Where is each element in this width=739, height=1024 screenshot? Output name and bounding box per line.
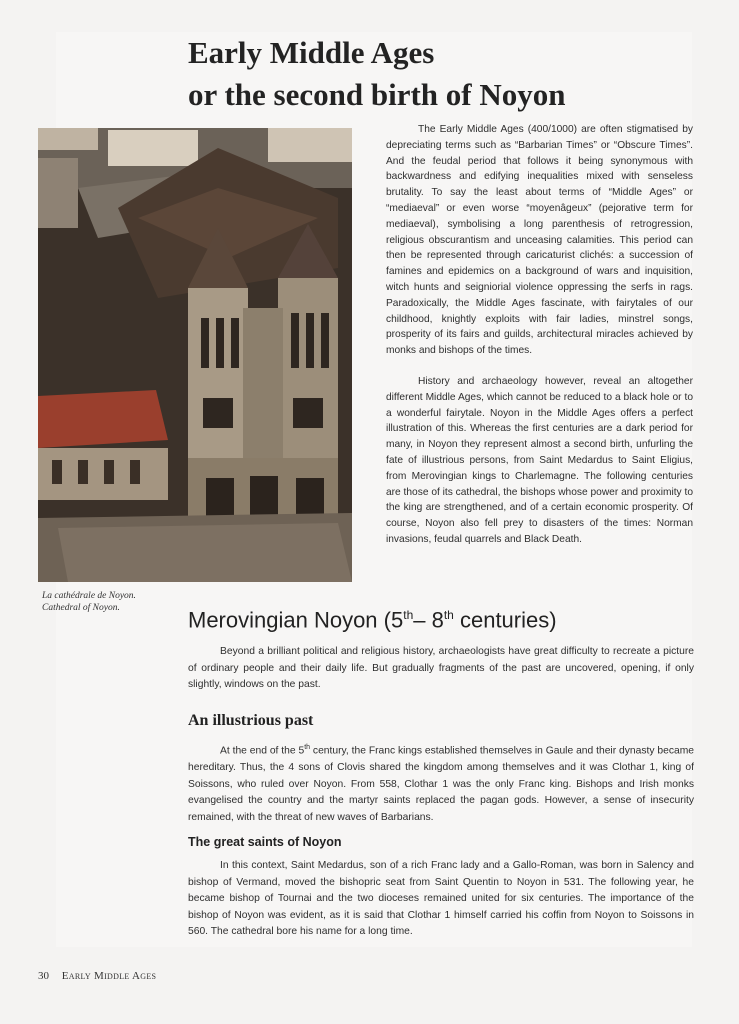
heading-superscript: th	[403, 608, 414, 622]
saints-text	[188, 858, 694, 941]
paragraph-superscript: th	[304, 744, 311, 751]
caption-french: La cathédrale de Noyon.	[42, 591, 136, 601]
title-line-2: or the second birth of Noyon	[188, 77, 566, 112]
heading-text: – 8	[413, 607, 444, 633]
body-paragraph	[188, 740, 694, 826]
merovingian-text	[188, 644, 694, 694]
heading-text: centuries)	[453, 607, 557, 633]
section-heading-merovingian	[188, 600, 688, 635]
cathedral-photo	[38, 128, 352, 582]
intro-paragraph: The Early Middle Ages (400/1000) are often stigmatised by depreciating terms such as “Barbarian Times” or “Obscure Times”. And the feudal period that follows it being synonymous with backwardness and edifying inequalities mixed with senseless brutality. To say the least about terms of “Middle Ages” or “mediaeval” or even worse “moyenâgeux” (pejorative term for mediaeval), symbolising a long parenthesis of retrogression, religious obscurantism and unceasing calamities. This period can then be represented through caricaturist clichés: a succession of famines and epidemics on a background of wars and inquisition, witch hunts and seigniorial violence oppressing the serfs in rags. Paradoxically, the Middle Ages fascinate, with fairytales of our childhood, knightly exploits with fair ladies, minstrel songs, prosperity of its fairs and guilds, architectural miracles achieved by monks and bishops of the times.	[386, 124, 693, 357]
running-section-title: Early Middle Ages	[61, 970, 157, 982]
caption-english: Cathedral of Noyon.	[42, 603, 120, 613]
body-paragraph: In this context, Saint Medardus, son of a rich Franc lady and a Gallo-Roman, was born in Salency and bishop of Vermand, moved the bishopric seat from Saint Quentin to Noyon in 531. The following year, he became bishop of Tournai and the two dioceses remained united for six centuries. The importance of the bishop of Noyon was evident, as it is said that Clothar 1 himself carried his coffin from Noyon to Soissons in 560. The cathedral bore his name for a long time.	[188, 860, 694, 938]
paragraph-text: century, the Franc kings established themselves in Gaule and their dynasty became hereditary. Thus, the 4 sons of Clovis shared the kingdom among themselves and it was Clothar 1, king of Soissons, who ruled over Noyon. From 558, Clothar 1 was the only Franc king. Bishops and Irish monks evangelised the country and the martyr saints replaced the pagan gods. However, a sense of insecurity remained, with the threat of new waves of Barbarians.	[188, 745, 695, 823]
page-footer	[38, 970, 156, 982]
page-title	[188, 32, 708, 116]
heading-text: Merovingian Noyon (5	[188, 607, 404, 633]
body-paragraph: Beyond a brilliant political and religious history, archaeologists have great difficulty to recreate a picture of ordinary people and their daily life. But gradually fragments of the past are uncovered, opening, if only slightly, windows on the past.	[188, 646, 694, 691]
heading-superscript: th	[443, 608, 454, 622]
page-number: 30	[38, 970, 49, 982]
intro-text	[386, 122, 693, 548]
photo-caption	[42, 590, 182, 614]
subheading-illustrious-past: An illustrious past	[188, 712, 314, 729]
illustrious-text	[188, 740, 694, 826]
title-line-1: Early Middle Ages	[188, 35, 435, 70]
intro-paragraph: History and archaeology however, reveal an altogether different Middle Ages, which cannot be reduced to a black hole or to a wonderful fairytale. Noyon in the Middle Ages offers a perfect illustration of this. Whereas the first centuries are a dark period for many, in Noyon they represent almost a second birth, unfurling the fate of illustrious persons, from Saint Medardus to Saint Eligius, from Merovingian kings to Charlemagne. The following centuries are those of its cathedral, the bishops whose power and proximity to the king are strengthened, and of a certain economic prosperity. Of course, Noyon also fell prey to disasters of the times: Norman invasions, feudal quarrels and Black Death.	[386, 375, 693, 545]
paragraph-text: At the end of the 5	[220, 745, 305, 757]
subheading-great-saints: The great saints of Noyon	[188, 835, 342, 849]
cathedral-illustration	[38, 128, 352, 582]
